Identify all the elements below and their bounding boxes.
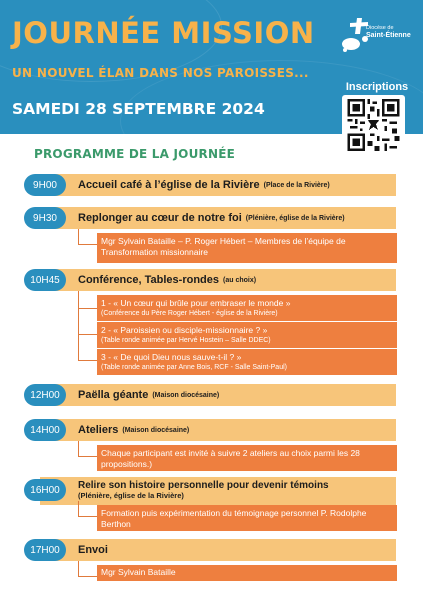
option-title: 2 - « Paroissien ou disciple-missionnaire ? »: [101, 325, 268, 335]
connector-line: [78, 335, 97, 361]
option-title: 3 - « De quoi Dieu nous sauve-t-il ? »: [101, 352, 242, 362]
inscriptions-label: Inscriptions: [345, 81, 409, 93]
agenda-detail: Mgr Sylvain Bataille: [97, 565, 397, 581]
option-3: [97, 349, 397, 375]
programme-heading: PROGRAMME DE LA JOURNÉE: [34, 147, 236, 161]
agenda-note: (Place de la Rivière): [263, 181, 330, 189]
agenda-item-1200: [40, 384, 396, 406]
connector-line: [78, 561, 97, 577]
agenda-note: (Plénière, église de la Rivière): [78, 491, 184, 500]
agenda-item-0930: [40, 207, 396, 229]
event-date: SAMEDI 28 SEPTEMBRE 2024: [12, 100, 265, 118]
agenda-item-1700: [40, 539, 396, 561]
agenda-note: (au choix): [223, 276, 257, 284]
qr-code-icon[interactable]: [342, 95, 405, 155]
agenda-item-1400: [40, 419, 396, 441]
connector-line: [78, 229, 97, 245]
time-badge: 16H00: [24, 479, 66, 501]
page-subtitle: UN NOUVEL ÉLAN DANS NOS PAROISSES...: [12, 66, 309, 80]
agenda-title: Ateliers: [78, 424, 119, 436]
option-note: (Conférence du Père Roger Hébert - église de la Rivière): [101, 310, 278, 317]
connector-line: [78, 501, 97, 517]
agenda-note: (Maison diocésaine): [122, 426, 190, 434]
agenda-note: (Plénière, église de la Rivière): [245, 214, 345, 222]
option-2: [97, 322, 397, 348]
page-title: JOURNÉE MISSION: [12, 16, 315, 50]
agenda-title: Accueil café à l’église de la Rivière: [78, 179, 260, 191]
agenda-title: Paëlla géante: [78, 389, 149, 401]
connector-line: [78, 441, 97, 457]
option-note: (Table ronde animée par Hervé Hostein – Salle DDEC): [101, 337, 271, 344]
time-badge: 10H45: [24, 269, 66, 291]
connector-line: [78, 309, 97, 335]
agenda-note: (Maison diocésaine): [152, 391, 220, 399]
agenda-item-1045: [40, 269, 396, 291]
option-note: (Table ronde animée par Anne Bois, RCF - Salle Saint-Paul): [101, 364, 287, 371]
agenda-detail: Mgr Sylvain Bataille – P. Roger Hébert – Membres de l’équipe de Transformation missionnaire: [97, 233, 397, 263]
agenda-title: Conférence, Tables-rondes: [78, 274, 219, 286]
time-badge: 9H00: [24, 174, 66, 196]
agenda-title: Replonger au cœur de notre foi: [78, 212, 242, 224]
time-badge: 9H30: [24, 207, 66, 229]
agenda-detail: Chaque participant est invité à suivre 2 ateliers au choix parmi les 28 propositions.): [97, 445, 397, 471]
time-badge: 14H00: [24, 419, 66, 441]
agenda-title: Envoi: [78, 544, 108, 556]
agenda-detail: Formation puis expérimentation du témoignage personnel P. Rodolphe Berthon: [97, 505, 397, 531]
agenda-item-0900: [40, 174, 396, 196]
option-title: 1 - « Un cœur qui brûle pour embraser le monde »: [101, 298, 291, 308]
time-badge: 12H00: [24, 384, 66, 406]
connector-line: [78, 291, 97, 309]
time-badge: 17H00: [24, 539, 66, 561]
option-1: [97, 295, 397, 321]
diocese-name: Diocèse de Saint-Étienne: [366, 25, 411, 39]
agenda-title: Relire son histoire personnelle pour devenir témoins: [78, 480, 329, 491]
